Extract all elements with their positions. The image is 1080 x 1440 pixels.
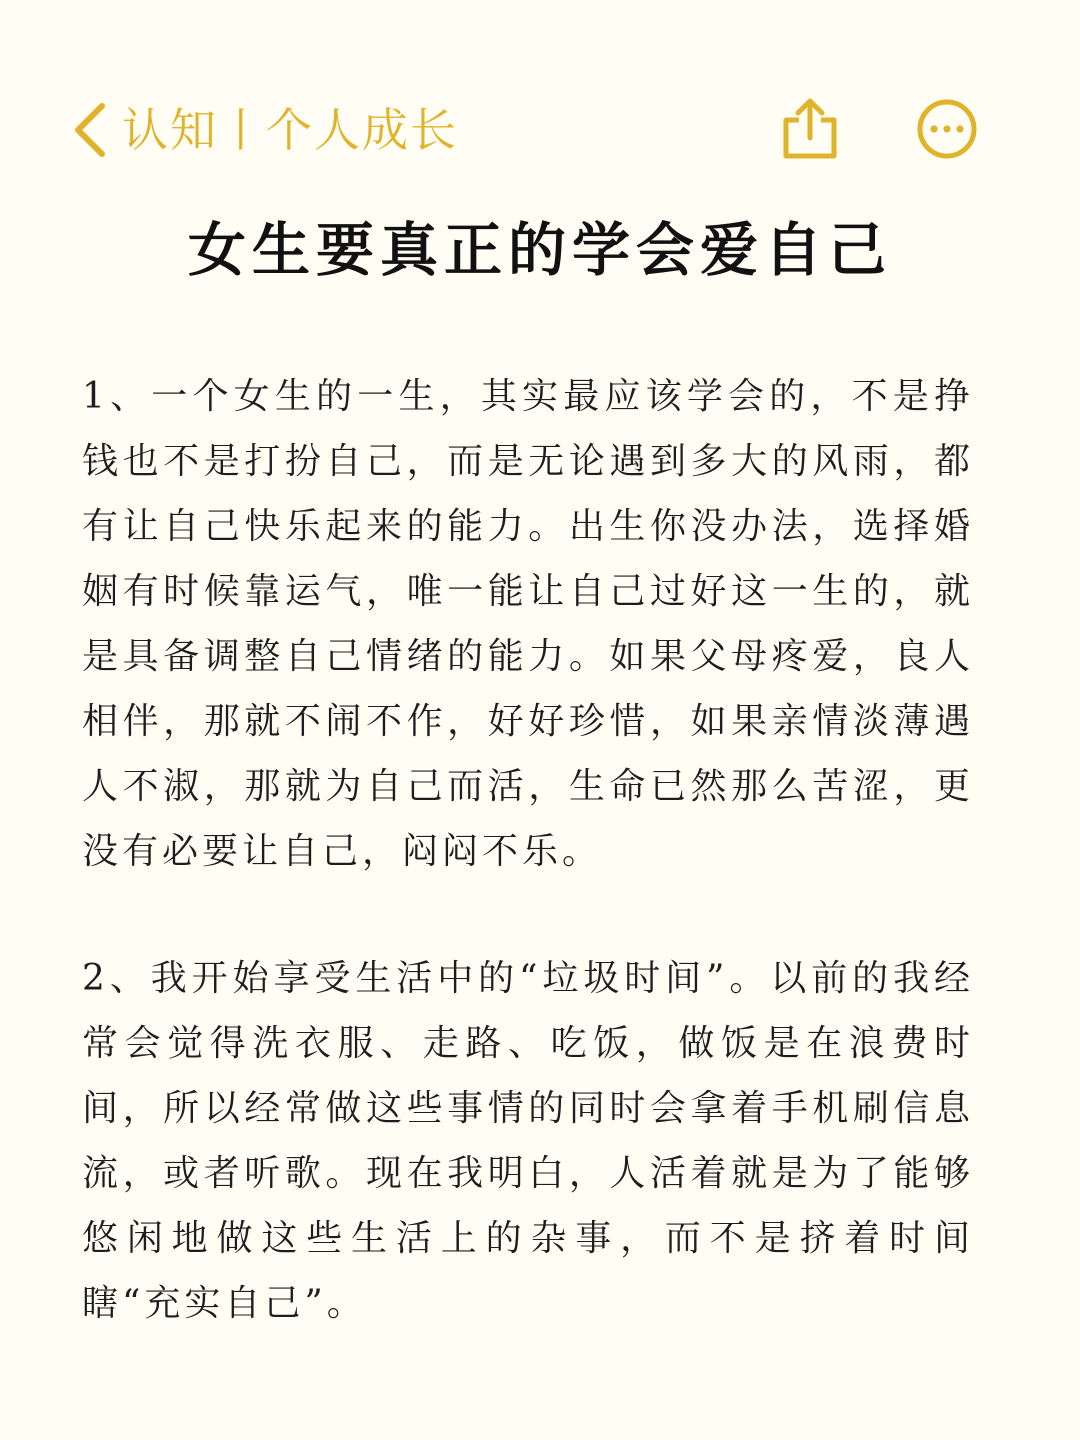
more-button[interactable] (916, 98, 978, 160)
article-title: 女生要真正的学会爱自己 (187, 216, 892, 284)
back-button[interactable] (72, 98, 458, 162)
breadcrumb: 认知丨个人成长 (122, 103, 458, 157)
navigation-bar (0, 90, 1080, 170)
chevron-left-icon (72, 102, 108, 158)
article-paragraph-2: 2、我开始享受生活中的“垃圾时间”。以前的我经常会觉得洗衣服、走路、吃饭，做饭是在浪费时间，所以经常做这些事情的同时会拿着手机刷信息流，或者听歌。现在我明白，人活着就是为了能够悠闲地做这些生活上的杂事，而不是挤着时间瞎“充实自己”。 (82, 958, 974, 1324)
share-icon (782, 145, 838, 164)
share-button[interactable] (782, 96, 838, 160)
more-horizontal-icon (916, 145, 978, 164)
article-paragraph-1: 1、一个女生的一生，其实最应该学会的，不是挣钱也不是打扮自己，而是无论遇到多大的风雨，都有让自己快乐起来的能力。出生你没办法，选择婚姻有时候靠运气，唯一能让自己过好这一生的，就是具备调整自己情绪的能力。如果父母疼爱，良人相伴，那就不闹不作，好好珍惜，如果亲情淡薄遇人不淑，那就为自己而活，生命已然那么苦涩，更没有必要让自己，闷闷不乐。 (82, 376, 974, 872)
